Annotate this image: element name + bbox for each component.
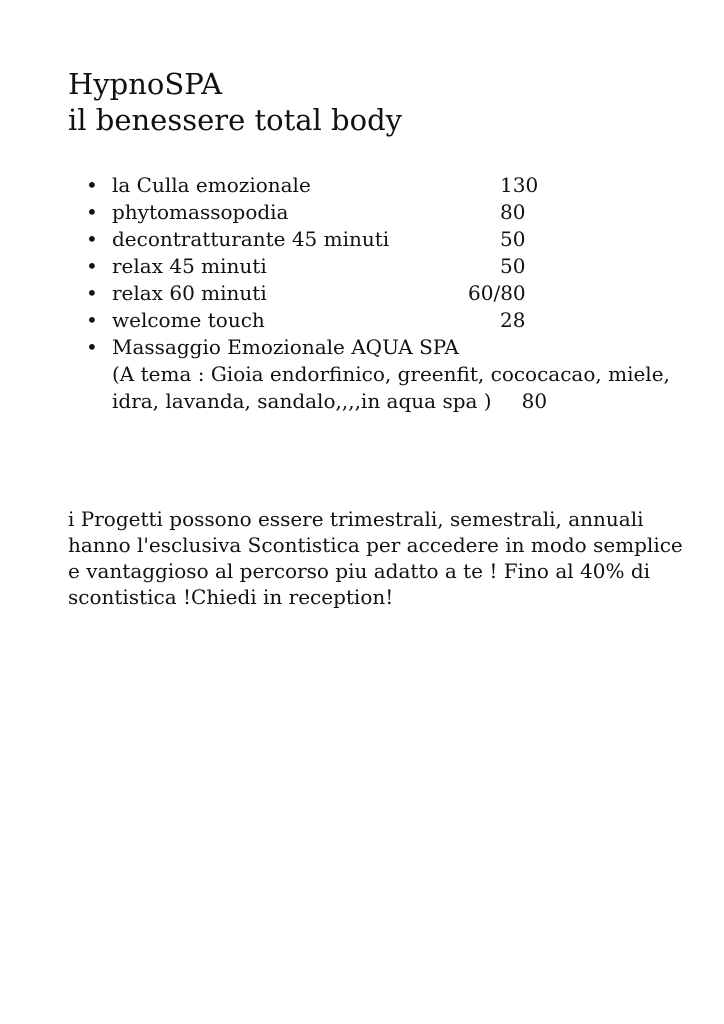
bullet-icon: • [86,200,98,224]
aqua-description-end [112,388,686,415]
aqua-title: Massaggio Emozionale AQUA SPA [112,335,459,359]
note-line: hanno l'esclusiva Scontistica per accedere in modo semplice [68,533,683,557]
service-price: 50 [500,227,526,251]
note-line: scontistica !Chiedi in reception! [68,585,394,609]
page-title: HypnoSPA [68,67,223,101]
bullet-icon: • [86,281,98,305]
bullet-icon: • [86,227,98,251]
bullet-icon: • [86,173,98,197]
service-name: phytomassopodia [112,200,289,224]
bullet-icon: • [86,254,98,278]
list-item [86,280,686,307]
service-price: 80 [500,200,526,224]
note-line: i Progetti possono essere trimestrali, semestrali, annuali [68,507,644,531]
list-item [86,307,686,334]
service-name: relax 60 minuti [112,281,267,305]
aqua-description-tail: idra, lavanda, sandalo,,,,in aqua spa ) [112,389,492,413]
service-price: 28 [500,308,526,332]
list-item [86,172,686,199]
service-price: 50 [500,254,526,278]
list-item [86,253,686,280]
page-subtitle: il benessere total body [68,103,403,137]
aqua-price: 80 [521,389,548,413]
aqua-description: (A tema : Gioia endorfinico, greenfit, cococacao, miele, [112,362,670,386]
service-price: 60/80 [468,281,526,305]
promo-note [68,506,683,610]
service-price: 130 [500,173,539,197]
bullet-icon: • [86,335,98,359]
service-name: la Culla emozionale [112,173,311,197]
list-item [86,199,686,226]
service-name: decontratturante 45 minuti [112,227,390,251]
list-item-aqua-spa [86,334,686,415]
list-item [86,226,686,253]
title-block [68,66,688,138]
service-name: welcome touch [112,308,265,332]
service-list [86,172,686,415]
note-line: e vantaggioso al percorso piu adatto a te ! Fino al 40% di [68,559,651,583]
service-name: relax 45 minuti [112,254,267,278]
bullet-icon: • [86,308,98,332]
